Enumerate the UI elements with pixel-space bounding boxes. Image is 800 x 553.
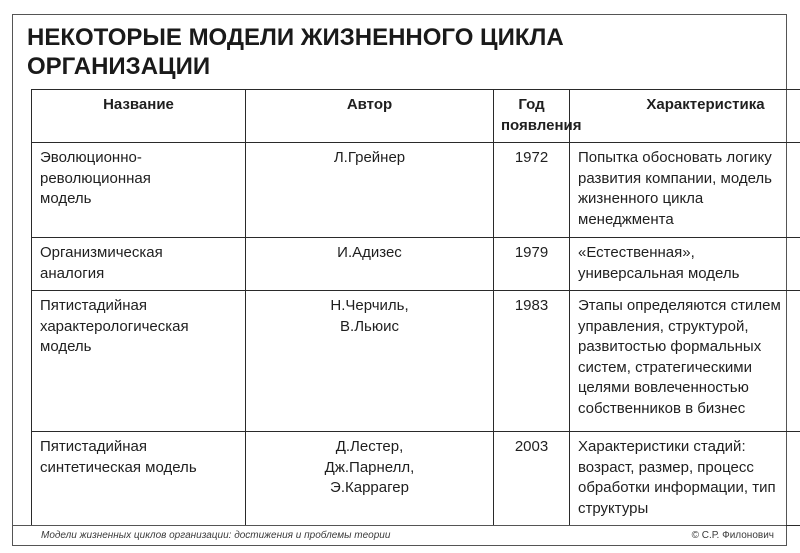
model-description: «Естественная», универсальная модель <box>570 238 800 291</box>
models-table <box>31 89 800 526</box>
model-author: И.Адизес <box>246 238 494 291</box>
model-year: 2003 <box>494 432 570 526</box>
model-description: Характеристики стадий: возраст, размер, процесс обработки информации, тип структуры <box>570 432 800 526</box>
model-author: Д.Лестер, Дж.Парнелл, Э.Каррагер <box>246 432 494 526</box>
model-description: Попытка обосновать логику развития компании, модель жизненного цикла менеджмента <box>570 143 800 238</box>
slide-frame <box>12 14 787 546</box>
column-header-name: Название <box>32 90 246 143</box>
model-year: 1983 <box>494 291 570 432</box>
model-name: Организмическая аналогия <box>32 238 246 291</box>
model-name: Пятистадийная синтетическая модель <box>32 432 246 526</box>
table-row <box>32 238 800 291</box>
table-row <box>32 143 800 238</box>
column-header-year: Год появления <box>494 90 570 143</box>
column-header-author: Автор <box>246 90 494 143</box>
model-description: Этапы определяются стилем управления, структурой, развитостью формальных систем, стратегическими целями вовлеченностью собственников в бизнес <box>570 291 800 432</box>
table-header-row <box>32 90 800 143</box>
model-year: 1979 <box>494 238 570 291</box>
model-author: Н.Черчиль, В.Льюис <box>246 291 494 432</box>
slide-title: НЕКОТОРЫЕ МОДЕЛИ ЖИЗНЕННОГО ЦИКЛА ОРГАНИЗАЦИИ <box>27 24 564 80</box>
model-author: Л.Грейнер <box>246 143 494 238</box>
column-header-characteristic: Характеристика <box>570 90 800 143</box>
footer-copyright: © С.Р. Филонович <box>691 530 774 541</box>
table-row <box>32 432 800 526</box>
footer-source: Модели жизненных циклов организации: достижения и проблемы теории <box>41 530 391 541</box>
model-name: Эволюционно- революционная модель <box>32 143 246 238</box>
table-body <box>32 143 800 526</box>
model-year: 1972 <box>494 143 570 238</box>
model-name: Пятистадийная характерологическая модель <box>32 291 246 432</box>
table-row <box>32 291 800 432</box>
slide-footer <box>13 525 786 545</box>
